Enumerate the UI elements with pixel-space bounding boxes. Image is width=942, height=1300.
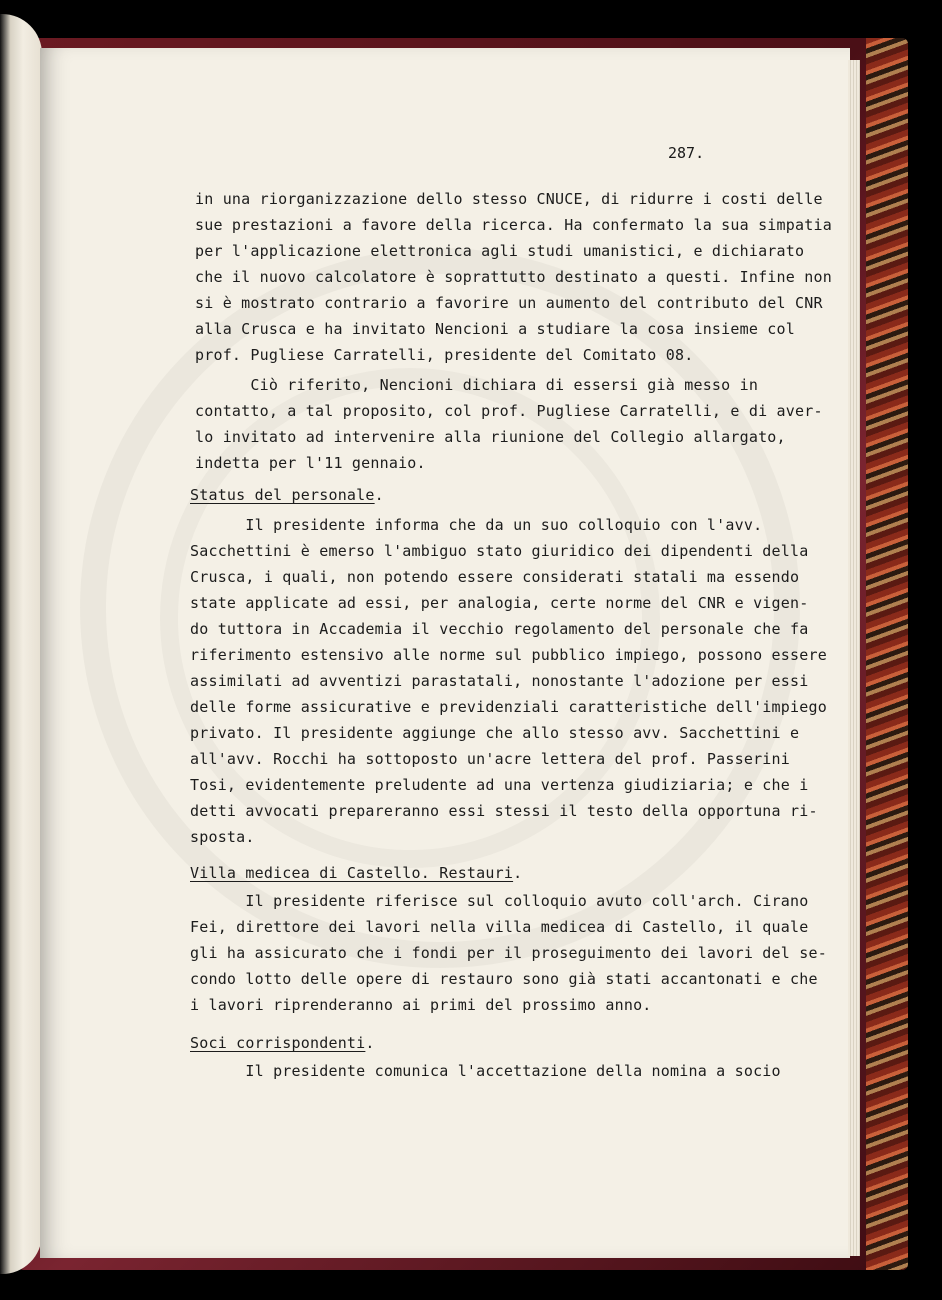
- body-line: condo lotto delle opere di restauro sono già stati accantonati e che: [190, 970, 818, 988]
- page-number: 287.: [668, 144, 705, 162]
- body-line: Il presidente comunica l'accettazione della nomina a socio: [190, 1062, 781, 1080]
- body-line: per l'applicazione elettronica agli studi umanistici, e dichiarato: [195, 242, 805, 260]
- body-line: all'avv. Rocchi ha sottoposto un'acre lettera del prof. Passerini: [190, 750, 790, 768]
- section-heading-villa: Villa medicea di Castello. Restauri.: [190, 864, 523, 882]
- body-line: gli ha assicurato che i fondi per il proseguimento dei lavori del se-: [190, 944, 827, 962]
- body-line: state applicate ad essi, per analogia, certe norme del CNR e vigen-: [190, 594, 809, 612]
- body-line: do tuttora in Accademia il vecchio regolamento del personale che fa: [190, 620, 809, 638]
- left-page-curl: [0, 14, 42, 1274]
- section-heading-personale: Status del personale.: [190, 486, 384, 504]
- body-line: si è mostrato contrario a favorire un aumento del contributo del CNR: [195, 294, 823, 312]
- body-line: privato. Il presidente aggiunge che allo stesso avv. Sacchettini e: [190, 724, 800, 742]
- marbled-page-edge: [866, 38, 908, 1270]
- body-line: Fei, direttore dei lavori nella villa medicea di Castello, il quale: [190, 918, 809, 936]
- body-line: delle forme assicurative e previdenziali caratteristiche dell'impiego: [190, 698, 827, 716]
- body-line: Il presidente informa che da un suo colloquio con l'avv.: [190, 516, 763, 534]
- body-line: Sacchettini è emerso l'ambiguo stato giuridico dei dipendenti della: [190, 542, 809, 560]
- body-line: i lavori riprenderanno ai primi del prossimo anno.: [190, 996, 652, 1014]
- body-line: assimilati ad avventizi parastatali, nonostante l'adozione per essi: [190, 672, 809, 690]
- body-line: contatto, a tal proposito, col prof. Pugliese Carratelli, e di aver-: [195, 402, 823, 420]
- page-stack-edge: [848, 60, 860, 1256]
- body-line: sposta.: [190, 828, 255, 846]
- heading-text: Villa medicea di Castello. Restauri: [190, 864, 514, 882]
- body-line: lo invitato ad intervenire alla riunione del Collegio allargato,: [195, 428, 786, 446]
- body-line: che il nuovo calcolatore è soprattutto destinato a questi. Infine non: [195, 268, 832, 286]
- body-line: Crusca, i quali, non potendo essere considerati statali ma essendo: [190, 568, 800, 586]
- body-line: Il presidente riferisce sul colloquio avuto coll'arch. Cirano: [190, 892, 809, 910]
- heading-text: Soci corrispondenti: [190, 1034, 366, 1052]
- body-line: indetta per l'11 gennaio.: [195, 454, 426, 472]
- body-line: alla Crusca e ha invitato Nencioni a studiare la cosa insieme col: [195, 320, 795, 338]
- document-page: [40, 48, 850, 1258]
- body-line: Ciò riferito, Nencioni dichiara di essersi già messo in: [195, 376, 759, 394]
- body-line: riferimento estensivo alle norme sul pubblico impiego, possono essere: [190, 646, 827, 664]
- body-line: detti avvocati prepareranno essi stessi il testo della opportuna ri-: [190, 802, 818, 820]
- body-line: Tosi, evidentemente preludente ad una vertenza giudiziaria; e che i: [190, 776, 809, 794]
- body-line: in una riorganizzazione dello stesso CNUCE, di ridurre i costi delle: [195, 190, 823, 208]
- heading-text: Status del personale: [190, 486, 375, 504]
- body-line: sue prestazioni a favore della ricerca. Ha confermato la sua simpatia: [195, 216, 832, 234]
- body-line: prof. Pugliese Carratelli, presidente del Comitato 08.: [195, 346, 694, 364]
- section-heading-soci: Soci corrispondenti.: [190, 1034, 375, 1052]
